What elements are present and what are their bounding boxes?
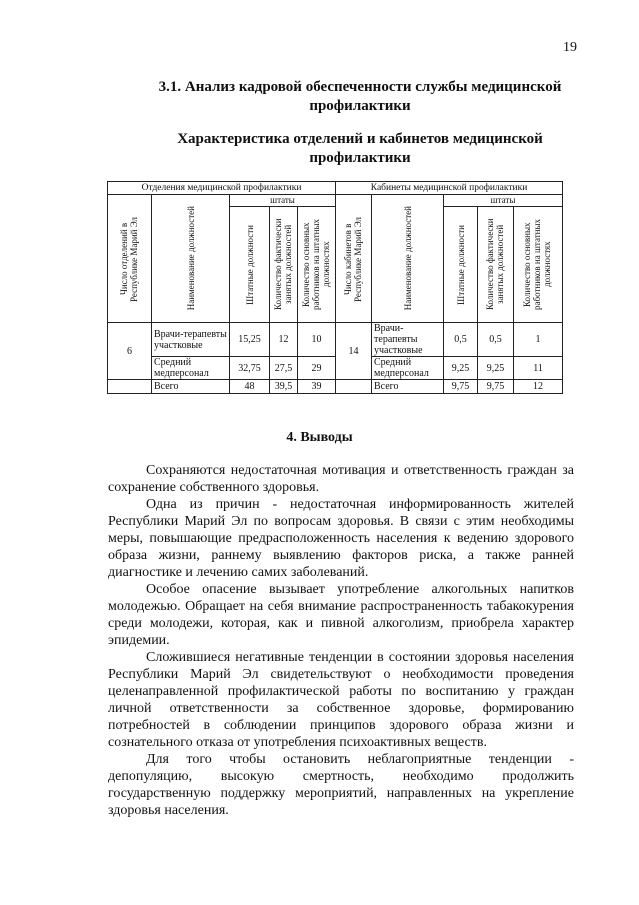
paragraph: Сохраняются недостаточная мотивация и ответственность граждан за сохранение собственного здоровья.: [108, 463, 574, 495]
position-cell: Средний медперсонал: [372, 357, 444, 380]
header-count-departments: Число отделений в Республике Марий Эл: [108, 195, 152, 323]
header-staff-positions-right: Штатные должности: [444, 207, 478, 323]
paragraph: Сложившиеся негативные тенденции в состоянии здоровья населения Республики Марий Эл свидетельствуют о необходимости проведения целенаправленной профилактической работы по воспитанию у граждан личной ответственности за собственное здоровье, формированию потребностей в соблюдении принципов здорового образа жизни и сознательного отказа от употребления психоактивных веществ.: [108, 650, 574, 750]
header-position-name-left: Наименование должностей: [152, 195, 230, 323]
header-main-workers-left: Количество основных работников на штатных должностях: [298, 207, 336, 323]
position-cell: Врачи-терапевты участковые: [152, 323, 230, 357]
header-shtaty-right: штаты: [444, 195, 563, 207]
table-row: [108, 357, 563, 380]
paragraph: Особое опасение вызывает употребление алкогольных напитков молодежью. Обращает на себя внимание распространенность табакокурения среди молодежи, которая, как и пивной алкоголизм, приобрела характер эпидемии.: [108, 582, 574, 648]
empty-cell: [336, 380, 372, 394]
table-row: [108, 323, 563, 357]
value-cell: 12: [270, 323, 298, 357]
header-main-workers-right: Количество основных работников на штатных должностях: [514, 207, 563, 323]
position-cell: Всего: [152, 380, 230, 394]
page-number: 19: [563, 40, 577, 55]
value-cell: 27,5: [270, 357, 298, 380]
value-cell: 29: [298, 357, 336, 380]
header-filled-right: Количество фактически занятых должностей: [478, 207, 514, 323]
value-cell: 11: [514, 357, 563, 380]
value-cell: 0,5: [444, 323, 478, 357]
paragraph: Одна из причин - недостаточная информированность жителей Республики Марий Эл по вопросам здоровья. В связи с этим необходимы меры, повышающие предрасположенность населения к ведению здорового образа жизни, раннему выявлению факторов риска, а также ранней диагностике и лечению самих заболеваний.: [108, 497, 574, 580]
table-title: Характеристика отделений и кабинетов медицинской профилактики: [177, 131, 543, 166]
header-position-name-right: Наименование должностей: [372, 195, 444, 323]
value-cell: 39: [298, 380, 336, 394]
table-row-total: [108, 380, 563, 394]
empty-cell: [108, 380, 152, 394]
position-cell: Всего: [372, 380, 444, 394]
cab-count-cell: 14: [336, 323, 372, 380]
staffing-table: [107, 181, 563, 394]
header-shtaty-left: штаты: [230, 195, 336, 207]
conclusions-body: [108, 462, 574, 819]
value-cell: 12: [514, 380, 563, 394]
value-cell: 1: [514, 323, 563, 357]
value-cell: 9,25: [478, 357, 514, 380]
value-cell: 48: [230, 380, 270, 394]
header-staff-positions-left: Штатные должности: [230, 207, 270, 323]
value-cell: 9,25: [444, 357, 478, 380]
paragraph: Для того чтобы остановить неблагоприятные тенденции - депопуляцию, высокую смертность, необходимо продолжить государственную поддержку мероприятий, направленных на укрепление здоровья населения.: [108, 752, 574, 818]
value-cell: 15,25: [230, 323, 270, 357]
group-header-departments: Отделения медицинской профилактики: [108, 182, 336, 195]
value-cell: 0,5: [478, 323, 514, 357]
value-cell: 9,75: [478, 380, 514, 394]
value-cell: 39,5: [270, 380, 298, 394]
group-header-cabinets: Кабинеты медицинской профилактики: [336, 182, 563, 195]
position-cell: Врачи-терапевты участковые: [372, 323, 444, 357]
header-count-cabinets: Число кабинетов в Республике Марий Эл: [336, 195, 372, 323]
value-cell: 10: [298, 323, 336, 357]
value-cell: 9,75: [444, 380, 478, 394]
value-cell: 32,75: [230, 357, 270, 380]
position-cell: Средний медперсонал: [152, 357, 230, 380]
section-title: 3.1. Анализ кадровой обеспеченности службы медицинской профилактики: [158, 79, 562, 114]
conclusions-title: 4. Выводы: [286, 430, 353, 445]
dept-count-cell: 6: [108, 323, 152, 380]
header-filled-left: Количество фактически занятых должностей: [270, 207, 298, 323]
